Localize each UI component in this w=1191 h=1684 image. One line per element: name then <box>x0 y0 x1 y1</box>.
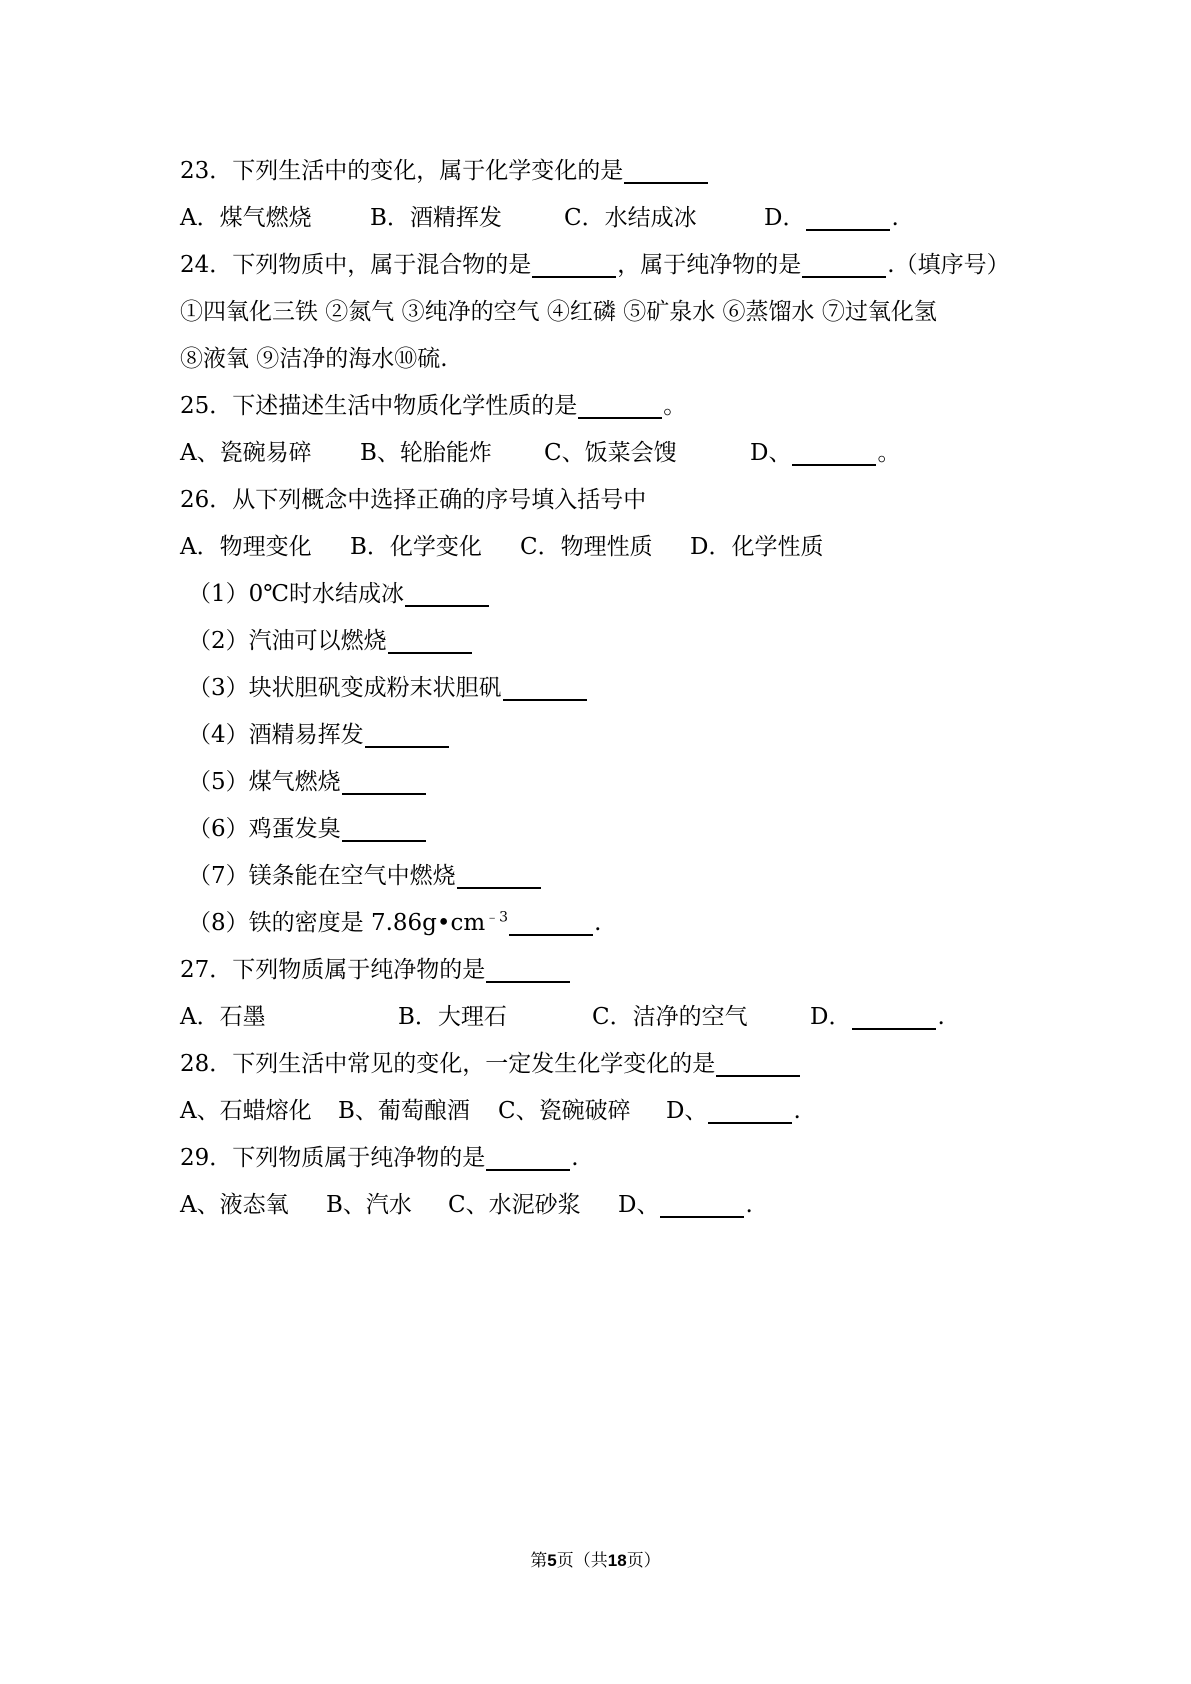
q29-option-d-label: D、 <box>618 1192 660 1218</box>
q25-stem <box>180 383 1040 430</box>
q26-sub7-text: （7）镁条能在空气中燃烧 <box>188 863 456 889</box>
answer-blank <box>708 1122 792 1124</box>
q23-options <box>180 195 1040 242</box>
q27-option-a: A．石墨 <box>180 1004 266 1030</box>
q26-option-a: A．物理变化 <box>180 534 312 560</box>
q23-option-d <box>764 195 899 242</box>
q26-sub4-text: （4）酒精易挥发 <box>188 722 364 748</box>
footer-page-number: 5 <box>547 1551 557 1570</box>
q26-sub8-text: （8）铁的密度是 7.86g•cm <box>188 910 486 936</box>
q29-stem-end: . <box>571 1145 579 1171</box>
q26-sub1-text: （1）0℃时水结成冰 <box>188 581 404 607</box>
footer-prefix: 第 <box>530 1551 548 1571</box>
answer-blank <box>716 1075 800 1077</box>
q25-option-a: A、瓷碗易碎 <box>180 440 312 466</box>
q27-option-d <box>810 994 945 1041</box>
answer-blank <box>365 746 449 748</box>
q28-option-d-end: . <box>793 1098 801 1124</box>
q24-items-line1: ①四氧化三铁 ②氮气 ③纯净的空气 ④红磷 ⑤矿泉水 ⑥蒸馏水 ⑦过氧化氢 <box>180 299 937 325</box>
q28-option-a: A、石蜡熔化 <box>180 1098 312 1124</box>
answer-blank <box>388 652 472 654</box>
footer-suffix: 页） <box>626 1551 661 1571</box>
q26-sub5-text: （5）煤气燃烧 <box>188 769 341 795</box>
q26-sub8 <box>180 900 1040 947</box>
q26-option-d: D．化学性质 <box>690 534 824 560</box>
q29-option-c: C、水泥砂浆 <box>448 1192 581 1218</box>
q24-stem <box>180 242 1040 289</box>
answer-blank <box>578 417 662 419</box>
footer-total-pages: 18 <box>607 1551 627 1570</box>
answer-blank <box>486 981 570 983</box>
answer-blank <box>342 793 426 795</box>
q25-stem-end: 。 <box>663 393 687 419</box>
q26-sub5 <box>180 759 1040 806</box>
q26-option-c: C．物理性质 <box>520 534 653 560</box>
q28-option-c: C、瓷碗破碎 <box>498 1098 631 1124</box>
q27-option-d-label: D． <box>810 1004 852 1030</box>
q29-option-a: A、液态氧 <box>180 1192 289 1218</box>
q25-option-d-label: D、 <box>750 440 792 466</box>
q23-option-d-end: . <box>891 205 899 231</box>
question-list <box>180 148 1040 1229</box>
q28-stem <box>180 1041 1040 1088</box>
footer-middle: 页（共 <box>556 1551 608 1571</box>
q29-option-d-end: . <box>745 1192 753 1218</box>
q24-stem-part1: 24．下列物质中，属于混合物的是 <box>180 252 532 278</box>
answer-blank <box>509 934 593 936</box>
q25-option-b: B、轮胎能炸 <box>360 440 492 466</box>
q23-option-c: C．水结成冰 <box>564 205 697 231</box>
answer-blank <box>457 887 541 889</box>
q27-stem <box>180 947 1040 994</box>
q29-option-d <box>618 1182 753 1229</box>
page-footer <box>0 1546 1191 1571</box>
q27-option-c: C．洁净的空气 <box>592 1004 748 1030</box>
q25-option-c: C、饭菜会馊 <box>544 440 677 466</box>
answer-blank <box>624 182 708 184</box>
q26-stem: 26．从下列概念中选择正确的序号填入括号中 <box>180 487 647 513</box>
q26-sub6-text: （6）鸡蛋发臭 <box>188 816 341 842</box>
q26-sub4 <box>180 712 1040 759</box>
q28-option-d <box>666 1088 801 1135</box>
answer-blank <box>503 699 587 701</box>
q23-option-d-label: D． <box>764 205 806 231</box>
q26-sub8-superscript: ﹣3 <box>485 909 509 926</box>
answer-blank <box>532 276 616 278</box>
answer-blank <box>802 276 886 278</box>
answer-blank <box>852 1028 936 1030</box>
answer-blank <box>486 1169 570 1171</box>
q27-stem-text: 27．下列物质属于纯净物的是 <box>180 957 486 983</box>
answer-blank <box>342 840 426 842</box>
q27-option-b: B．大理石 <box>398 1004 507 1030</box>
q28-options <box>180 1088 1040 1135</box>
q26-sub2 <box>180 618 1040 665</box>
answer-blank <box>660 1216 744 1218</box>
q26-sub2-text: （2）汽油可以燃烧 <box>188 628 387 654</box>
q28-option-b: B、葡萄酿酒 <box>338 1098 470 1124</box>
q26-options <box>180 524 1040 571</box>
q25-options <box>180 430 1040 477</box>
q26-sub7 <box>180 853 1040 900</box>
q28-option-d-label: D、 <box>666 1098 708 1124</box>
q26-option-b: B．化学变化 <box>350 534 482 560</box>
answer-blank <box>405 605 489 607</box>
q29-stem-text: 29．下列物质属于纯净物的是 <box>180 1145 486 1171</box>
answer-blank <box>806 229 890 231</box>
answer-blank <box>792 464 876 466</box>
q26-sub3-text: （3）块状胆矾变成粉末状胆矾 <box>188 675 502 701</box>
q29-option-b: B、汽水 <box>326 1192 412 1218</box>
q26-sub6 <box>180 806 1040 853</box>
q23-option-a: A．煤气燃烧 <box>180 205 312 231</box>
q26-sub8-end: . <box>594 910 602 936</box>
q27-options <box>180 994 1040 1041</box>
q25-stem-text: 25．下述描述生活中物质化学性质的是 <box>180 393 578 419</box>
q27-option-d-end: . <box>937 1004 945 1030</box>
q23-option-b: B．酒精挥发 <box>370 205 502 231</box>
q26-sub1 <box>180 571 1040 618</box>
q29-options <box>180 1182 1040 1229</box>
q26-sub3 <box>180 665 1040 712</box>
q24-stem-part2: ，属于纯净物的是 <box>617 252 802 278</box>
q29-stem <box>180 1135 1040 1182</box>
q23-stem-text: 23．下列生活中的变化，属于化学变化的是 <box>180 158 624 184</box>
q24-stem-part3: .（填序号） <box>887 252 1010 278</box>
q25-option-d <box>750 430 900 477</box>
q24-items-line2: ⑧液氧 ⑨洁净的海水⑩硫. <box>180 346 448 372</box>
q28-stem-text: 28．下列生活中常见的变化，一定发生化学变化的是 <box>180 1051 716 1077</box>
q25-option-d-end: 。 <box>877 440 901 466</box>
q23-stem <box>180 148 1040 195</box>
